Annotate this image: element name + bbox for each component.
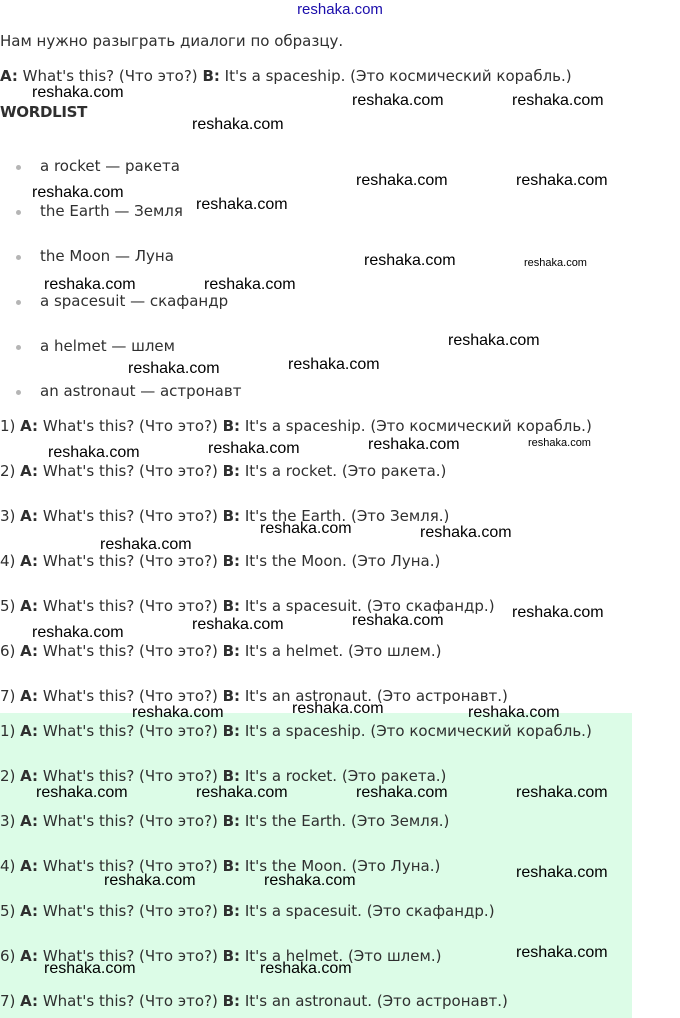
wordlist-item: a rocket — ракета — [40, 157, 180, 175]
speaker-a-label: A: — [20, 642, 39, 660]
question-text: What's this? (Что это?) — [38, 552, 223, 570]
line-number: 3) — [0, 812, 21, 830]
watermark-text: reshaka.com — [356, 784, 448, 801]
speaker-b-label: B: — [222, 902, 241, 920]
example-dialogue — [0, 66, 572, 86]
watermark-text: reshaka.com — [128, 360, 220, 377]
watermark-text: reshaka.com — [192, 116, 284, 133]
watermark-text: reshaka.com — [352, 612, 444, 629]
watermark-text: reshaka.com — [288, 356, 380, 373]
line-number: 1) — [0, 722, 21, 740]
speaker-b-label: B: — [222, 597, 241, 615]
wordlist-item: the Moon — Луна — [40, 247, 174, 265]
watermark-text: reshaka.com — [104, 872, 196, 889]
watermark-text: reshaka.com — [36, 784, 128, 801]
watermark-text: reshaka.com — [516, 784, 608, 801]
speaker-b-label: B: — [222, 857, 241, 875]
answer-text: It's a rocket. (Это ракета.) — [240, 767, 447, 785]
watermark-text: reshaka.com — [516, 864, 608, 881]
dialogue-line — [0, 461, 446, 481]
question-text: What's this? (Что это?) — [38, 417, 223, 435]
answer-text: It's a rocket. (Это ракета.) — [240, 462, 447, 480]
answer-text: It's a helmet. (Это шлем.) — [240, 947, 442, 965]
dialogue-line — [0, 991, 508, 1011]
speaker-b-label: B: — [222, 507, 241, 525]
speaker-b-label: B: — [222, 947, 241, 965]
watermark-text: reshaka.com — [364, 252, 456, 269]
bullet-icon — [16, 345, 21, 350]
question-text: What's this? (Что это?) — [38, 902, 223, 920]
line-number: 5) — [0, 597, 21, 615]
watermark-text: reshaka.com — [468, 704, 560, 721]
watermark-text: reshaka.com — [32, 184, 124, 201]
speaker-b-label: B: — [222, 992, 241, 1010]
answer-text: It's an astronaut. (Это астронавт.) — [240, 992, 508, 1010]
speaker-a-label: A: — [20, 947, 39, 965]
line-number: 1) — [0, 417, 21, 435]
line-number: 3) — [0, 507, 21, 525]
speaker-a-label: A: — [20, 552, 39, 570]
speaker-a-label: A: — [20, 722, 39, 740]
line-number: 7) — [0, 992, 21, 1010]
watermark-text: reshaka.com — [192, 616, 284, 633]
speaker-b-label: B: — [222, 552, 241, 570]
watermark-text: reshaka.com — [516, 944, 608, 961]
watermark-text: reshaka.com — [100, 536, 192, 553]
watermark-text: reshaka.com — [260, 960, 352, 977]
site-link[interactable]: reshaka.com — [297, 1, 383, 18]
speaker-b-label: B: — [222, 462, 241, 480]
watermark-text: reshaka.com — [356, 172, 448, 189]
speaker-a-label: A: — [20, 902, 39, 920]
answer-text: It's a spacesuit. (Это скафандр.) — [240, 902, 495, 920]
dialogue-line — [0, 856, 440, 876]
bullet-icon — [16, 210, 21, 215]
speaker-b-label: B: — [222, 767, 241, 785]
answer-text: It's the Moon. (Это Луна.) — [240, 857, 441, 875]
watermark-text: reshaka.com — [528, 437, 591, 449]
dialogue-line — [0, 721, 592, 741]
question-text: What's this? (Что это?) — [38, 722, 223, 740]
line-number: 2) — [0, 462, 21, 480]
answer-text: It's the Earth. (Это Земля.) — [240, 507, 450, 525]
speaker-a-label: A: — [20, 462, 39, 480]
watermark-text: reshaka.com — [44, 960, 136, 977]
dialogue-line — [0, 686, 508, 706]
watermark-text: reshaka.com — [32, 624, 124, 641]
watermark-text: reshaka.com — [260, 520, 352, 537]
speaker-a-label: A: — [20, 507, 39, 525]
wordlist-item: an astronaut — астронавт — [40, 382, 242, 400]
answer-text: It's the Earth. (Это Земля.) — [240, 812, 450, 830]
answer-text: It's a spaceship. (Это космический корабль.) — [240, 417, 592, 435]
question-text: What's this? (Что это?) — [38, 462, 223, 480]
speaker-a-label: A: — [20, 597, 39, 615]
watermark-text: reshaka.com — [524, 257, 587, 269]
speaker-b-label: B: — [222, 417, 241, 435]
example-answer: It's a spaceship. (Это космический корабль.) — [219, 67, 572, 85]
watermark-text: reshaka.com — [48, 444, 140, 461]
answer-text: It's a helmet. (Это шлем.) — [240, 642, 442, 660]
speaker-a-label: A: — [20, 857, 39, 875]
dialogue-line — [0, 506, 449, 526]
speaker-b-label: B: — [222, 642, 241, 660]
speaker-b-label: B: — [222, 722, 241, 740]
watermark-text: reshaka.com — [512, 604, 604, 621]
watermark-text: reshaka.com — [420, 524, 512, 541]
line-number: 5) — [0, 902, 21, 920]
bullet-icon — [16, 390, 21, 395]
question-text: What's this? (Что это?) — [38, 597, 223, 615]
watermark-text: reshaka.com — [292, 700, 384, 717]
wordlist-title: WORDLIST — [0, 103, 88, 121]
dialogue-line — [0, 641, 441, 661]
example-question: What's this? (Что это?) — [17, 67, 203, 85]
line-number: 6) — [0, 642, 21, 660]
speaker-a-label: A: — [20, 767, 39, 785]
watermark-text: reshaka.com — [352, 92, 444, 109]
speaker-b-label: B: — [202, 67, 220, 85]
answer-text: It's a spacesuit. (Это скафандр.) — [240, 597, 495, 615]
speaker-b-label: B: — [222, 812, 241, 830]
watermark-text: reshaka.com — [132, 704, 224, 721]
watermark-text: reshaka.com — [32, 84, 124, 101]
wordlist-item: the Earth — Земля — [40, 202, 183, 220]
answer-text: It's the Moon. (Это Луна.) — [240, 552, 441, 570]
question-text: What's this? (Что это?) — [38, 507, 223, 525]
speaker-a-label: A: — [20, 812, 39, 830]
watermark-text: reshaka.com — [264, 872, 356, 889]
line-number: 7) — [0, 687, 21, 705]
watermark-text: reshaka.com — [196, 784, 288, 801]
answer-text: It's an astronaut. (Это астронавт.) — [240, 687, 508, 705]
watermark-text: reshaka.com — [516, 172, 608, 189]
line-number: 4) — [0, 552, 21, 570]
question-text: What's this? (Что это?) — [38, 947, 223, 965]
question-text: What's this? (Что это?) — [38, 687, 223, 705]
watermark-text: reshaka.com — [448, 332, 540, 349]
bullet-icon — [16, 300, 21, 305]
watermark-text: reshaka.com — [196, 196, 288, 213]
watermark-text: reshaka.com — [204, 276, 296, 293]
task-intro: Нам нужно разыграть диалоги по образцу. — [0, 32, 344, 50]
question-text: What's this? (Что это?) — [38, 642, 223, 660]
watermark-text: reshaka.com — [208, 440, 300, 457]
line-number: 6) — [0, 947, 21, 965]
answer-text: It's a spaceship. (Это космический корабль.) — [240, 722, 592, 740]
line-number: 4) — [0, 857, 21, 875]
speaker-a-label: A: — [0, 67, 18, 85]
dialogue-line — [0, 551, 440, 571]
dialogue-line — [0, 811, 449, 831]
watermark-text: reshaka.com — [512, 92, 604, 109]
watermark-text: reshaka.com — [368, 436, 460, 453]
watermark-text: reshaka.com — [44, 276, 136, 293]
line-number: 2) — [0, 767, 21, 785]
wordlist-item: a helmet — шлем — [40, 337, 175, 355]
question-text: What's this? (Что это?) — [38, 857, 223, 875]
question-text: What's this? (Что это?) — [38, 812, 223, 830]
dialogue-line — [0, 766, 446, 786]
dialogue-line — [0, 416, 592, 436]
question-text: What's this? (Что это?) — [38, 992, 223, 1010]
bullet-icon — [16, 255, 21, 260]
speaker-a-label: A: — [20, 687, 39, 705]
dialogue-line — [0, 901, 495, 921]
question-text: What's this? (Что это?) — [38, 767, 223, 785]
speaker-a-label: A: — [20, 992, 39, 1010]
speaker-a-label: A: — [20, 417, 39, 435]
bullet-icon — [16, 165, 21, 170]
wordlist-item: a spacesuit — скафандр — [40, 292, 229, 310]
speaker-b-label: B: — [222, 687, 241, 705]
